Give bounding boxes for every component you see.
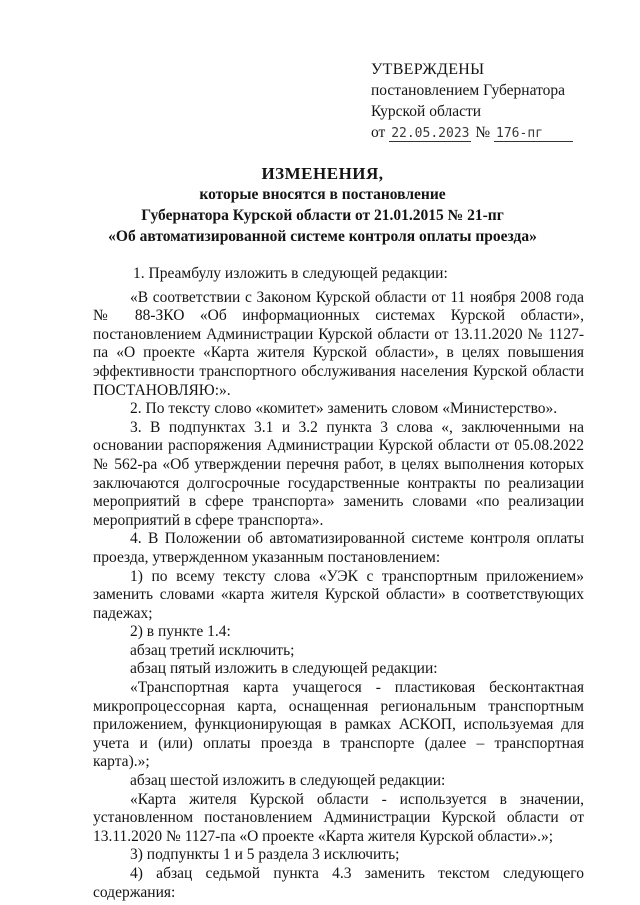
approval-line-2: Курской области (371, 103, 482, 120)
approval-date: 22.05.2023 (391, 126, 470, 141)
approval-line-1: постановлением Губернатора (371, 82, 566, 99)
paragraph-1: 1. Преамбулу изложить в следующей редакции: (133, 265, 448, 282)
paragraph-5: 4. В Положении об автоматизированной системе контроля оплаты проезда, утвержденном указанным постановлением: (93, 530, 584, 566)
number-prefix: № (475, 124, 491, 141)
paragraph-8: абзац третий исключить; (130, 641, 295, 659)
paragraph-9: абзац пятый изложить в следующей редакции: (130, 660, 438, 678)
document-body (93, 265, 584, 902)
approval-heading: УТВЕРЖДЕНЫ (371, 61, 485, 78)
title-line-1: которые вносятся в постановление (199, 186, 446, 203)
title-heading: ИЗМЕНЕНИЯ, (261, 164, 384, 183)
paragraph-3: 2. По тексту слово «комитет» заменить словом «Министерство». (130, 400, 558, 418)
paragraph-14: 4) абзац седьмой пункта 4.3 заменить текстом следующего содержания: (93, 865, 584, 901)
paragraph-11: абзац шестой изложить в следующей редакции: (130, 772, 446, 790)
title-line-2: Губернатора Курской области от 21.01.2015 № 21-пг (141, 207, 504, 224)
paragraph-6: 1) по всему тексту слова «УЭК с транспортным приложением» заменить словами «карта жителя Курской области» в соответствующих падежах; (93, 567, 584, 622)
paragraph-10: «Транспортная карта учащегося - пластиковая бесконтактная микропроцессорная карта, оснащенная региональным транспортным приложением, функционирующая в рамках АСКОП, используемая для учета и (или) оплаты проезда в транспорте (далее – транспортная карта).»; (93, 679, 584, 771)
paragraph-2: «В соответствии с Законом Курской области от 11 ноября 2008 года № 88-ЗКО «Об информационных системах Курской области», постановлением Администрации Курской области от 13.11.2020 № 1127-па «О проекте «Карта жителя Курской области», в целях повышения эффективности транспортного обслуживания населения Курской области ПОСТАНОВЛЯЮ:». (93, 288, 584, 399)
paragraph-4: 3. В подпунктах 3.1 и 3.2 пункта 3 слова «, заключенными на основании распоряжения Администрации Курской области от 05.08.2022 № 562-ра «Об утверждении перечня работ, в целях выполнения которых заключаются долгосрочные государственные контракты по реализации мероприятий в сфере транспорта» заменить словами «по реализации мероприятий в сфере транспорта». (93, 418, 584, 529)
date-prefix: от (371, 124, 386, 141)
paragraph-13: 3) подпункты 1 и 5 раздела 3 исключить; (130, 846, 400, 864)
approval-number: 176-пг (494, 126, 573, 142)
paragraph-12: «Карта жителя Курской области - используется в значении, установленном постановлением Администрации Курской области от 13.11.2020 № 1127-па «О проекте «Карта жителя Курской области».»; (93, 790, 584, 845)
approval-stamp (371, 59, 621, 144)
approval-date-line (371, 122, 621, 144)
title-line-3: «Об автоматизированной системе контроля оплаты проезда» (108, 228, 537, 245)
paragraph-7: 2) в пункте 1.4: (130, 623, 231, 641)
document-title (60, 163, 585, 247)
